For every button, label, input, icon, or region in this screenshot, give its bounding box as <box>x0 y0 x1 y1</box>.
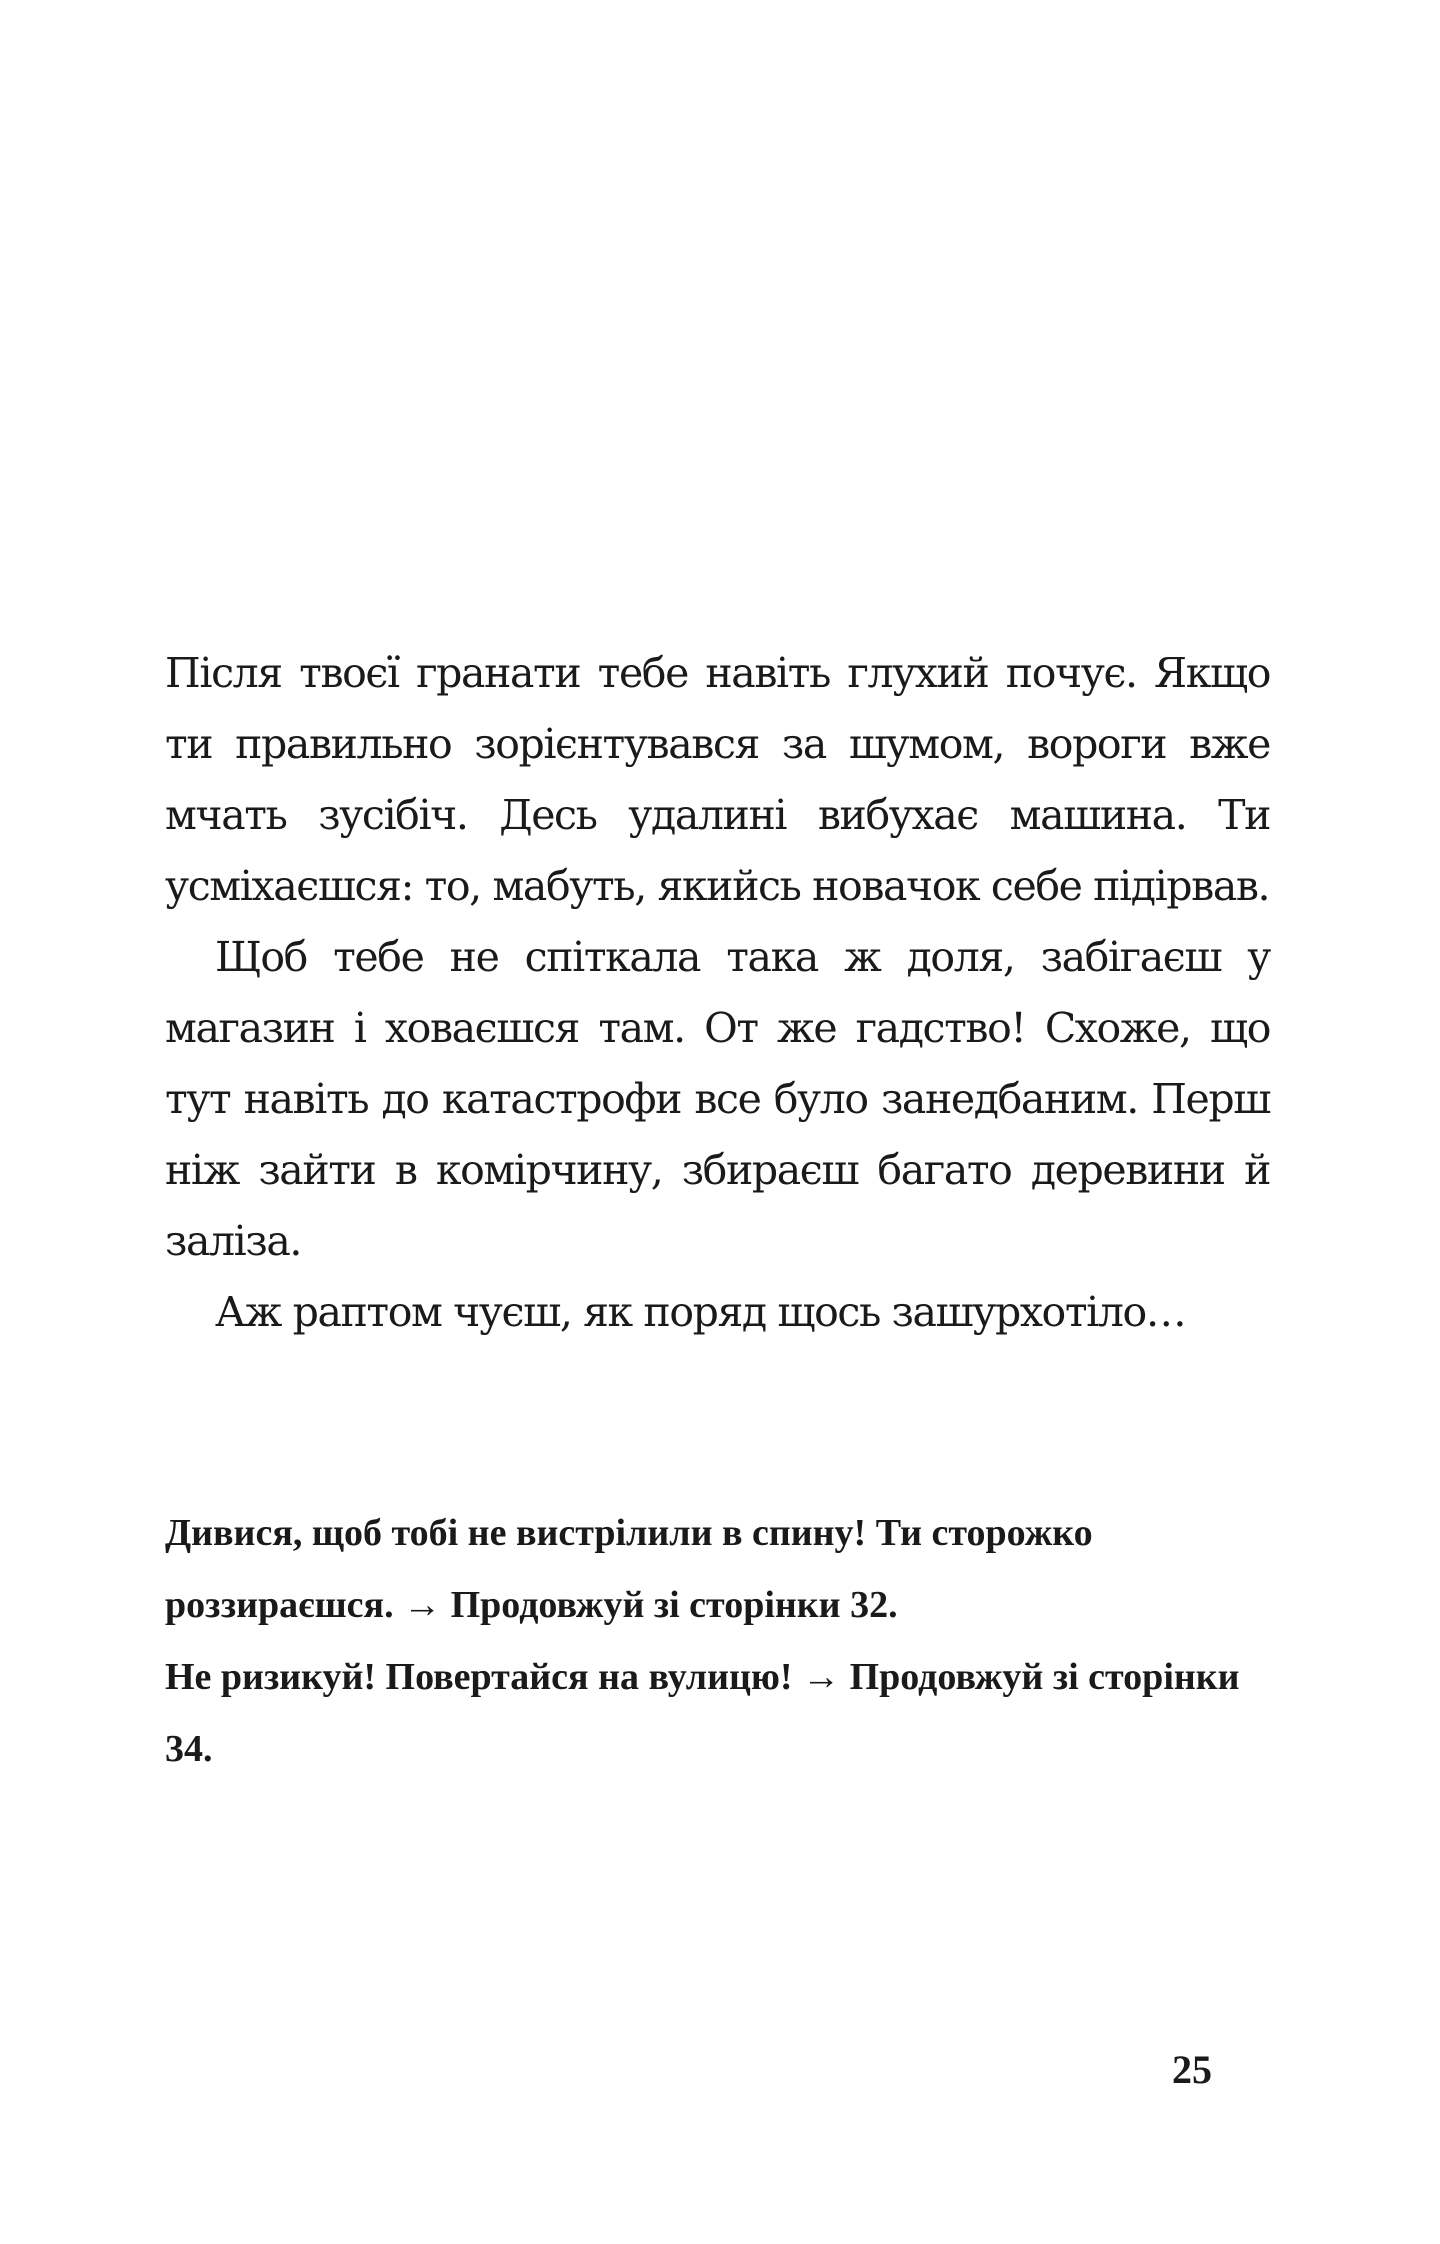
story-paragraph-2: Щоб тебе не спіткала така ж доля, забігаєш у магазин і ховаєшся там. От же гадство! Схоже, що тут навіть до катастрофи все було занедбаним. Перш ніж зайти в комірчину, збираєш багато деревини й заліза. <box>165 933 1270 1265</box>
choice-options <box>165 1497 1270 1785</box>
story-paragraph-3: Аж раптом чуєш, як поряд щось зашурхотіло… <box>215 1288 1186 1336</box>
story-text <box>165 638 1270 1348</box>
page-number: 25 <box>1172 2047 1212 2092</box>
story-paragraph-1: Після твоєї гранати тебе навіть глухий почує. Якщо ти правильно зорієнтувався за шумом, вороги вже мчать зусібіч. Десь удалині вибухає машина. Ти усміхаєшся: то, мабуть, якийсь новачок себе підірвав. <box>165 649 1270 910</box>
choice-option-1: Дивися, щоб тобі не вистрілили в спину! Ти сторожко роззираєшся. → Продовжуй зі сторінки 32. <box>165 1512 1093 1626</box>
choice-option-2: Не ризикуй! Повертайся на вулицю! → Продовжуй зі сторінки 34. <box>165 1656 1240 1770</box>
